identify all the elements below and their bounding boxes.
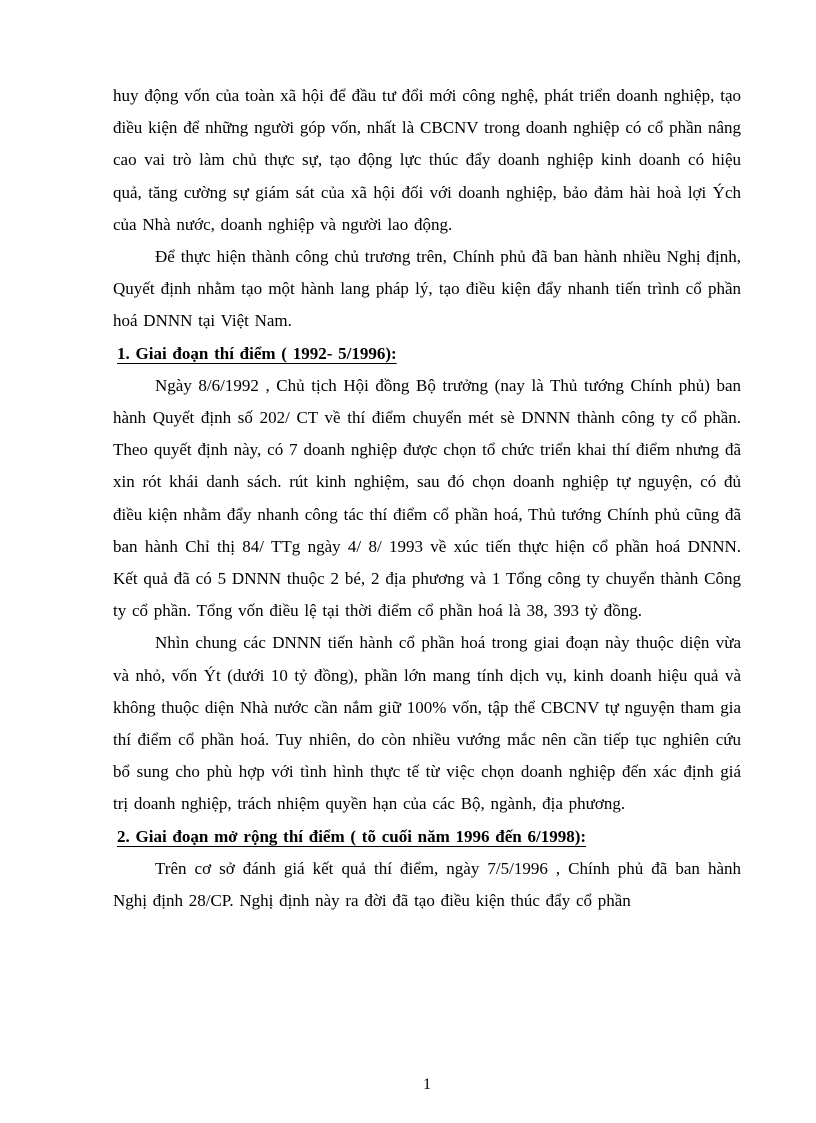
document-body [113,80,741,917]
paragraph-continuation: huy động vốn của toàn xã hội để đầu tư đổi mới công nghệ, phát triển doanh nghiệp, tạo điều kiện để những người góp vốn, nhất là CBCNV trong doanh nghiệp có cổ phần nâng cao vai trò làm chủ thực sự, tạo động lực thúc đẩy doanh nghiệp kinh doanh có hiệu quả, tăng cường sự giám sát của xã hội đối với doanh nghiệp, bảo đảm hài hoà lợi Ých của Nhà nước, doanh nghiệp và người lao động. [113,86,741,234]
paragraph: Nhìn chung các DNNN tiến hành cổ phần hoá trong giai đoạn này thuộc diện vừa và nhỏ, vốn Ýt (dưới 10 tỷ đồng), phần lớn mang tính dịch vụ, kinh doanh hiệu quả và không thuộc diện Nhà nước cần nắm giữ 100% vốn, tập thể CBCNV tự nguyện tham gia thí điểm cổ phần hoá. Tuy nhiên, do còn nhiều vướng mắc nên cần tiếp tục nghiên cứu bổ sung cho phù hợp với tình hình thực tế từ việc chọn doanh nghiệp đến xác định giá trị doanh nghiệp, trách nhiệm quyền hạn của các Bộ, ngành, địa phương. [113,633,741,814]
page-footer [113,1075,741,1095]
paragraph: Để thực hiện thành công chủ trương trên, Chính phủ đã ban hành nhiều Nghị định, Quyết định nhằm tạo một hành lang pháp lý, tạo điều kiện đẩy nhanh tiến trình cổ phần hoá DNNN tại Việt Nam. [113,247,741,331]
section-heading-phase-2: 2. Giai đoạn mở rộng thí điểm ( tõ cuối năm 1996 đến 6/1998): [117,826,587,846]
page-number: 1 [423,1076,431,1093]
section-heading-phase-1: 1. Giai đoạn thí điểm ( 1992- 5/1996): [117,343,397,363]
paragraph: Ngày 8/6/1992 , Chủ tịch Hội đồng Bộ trưởng (nay là Thủ tướng Chính phủ) ban hành Quyết định số 202/ CT về thí điểm chuyển mét sè DNNN thành công ty cổ phần. Theo quyết định này, có 7 doanh nghiệp được chọn tổ chức triển khai thí điểm nhưng đã xin rót khái danh sách. rút kinh nghiệm, sau đó chọn doanh nghiệp tự nguyện, có đủ điều kiện nhằm đẩy nhanh công tác thí điểm cổ phần hoá, Thủ tướng Chính phủ cũng đã ban hành Chỉ thị 84/ TTg ngày 4/ 8/ 1993 về xúc tiến thực hiện cổ phần hoá DNNN. Kết quả đã có 5 DNNN thuộc 2 bé, 2 địa phương và 1 Tổng công ty chuyển thành Công ty cổ phần. Tổng vốn điều lệ tại thời điểm cổ phần hoá là 38, 393 tỷ đồng. [113,375,741,621]
paragraph: Trên cơ sở đánh giá kết quả thí điểm, ngày 7/5/1996 , Chính phủ đã ban hành Nghị định 28/CP. Nghị định này ra đời đã tạo điều kiện thúc đẩy cổ phần [113,858,741,911]
